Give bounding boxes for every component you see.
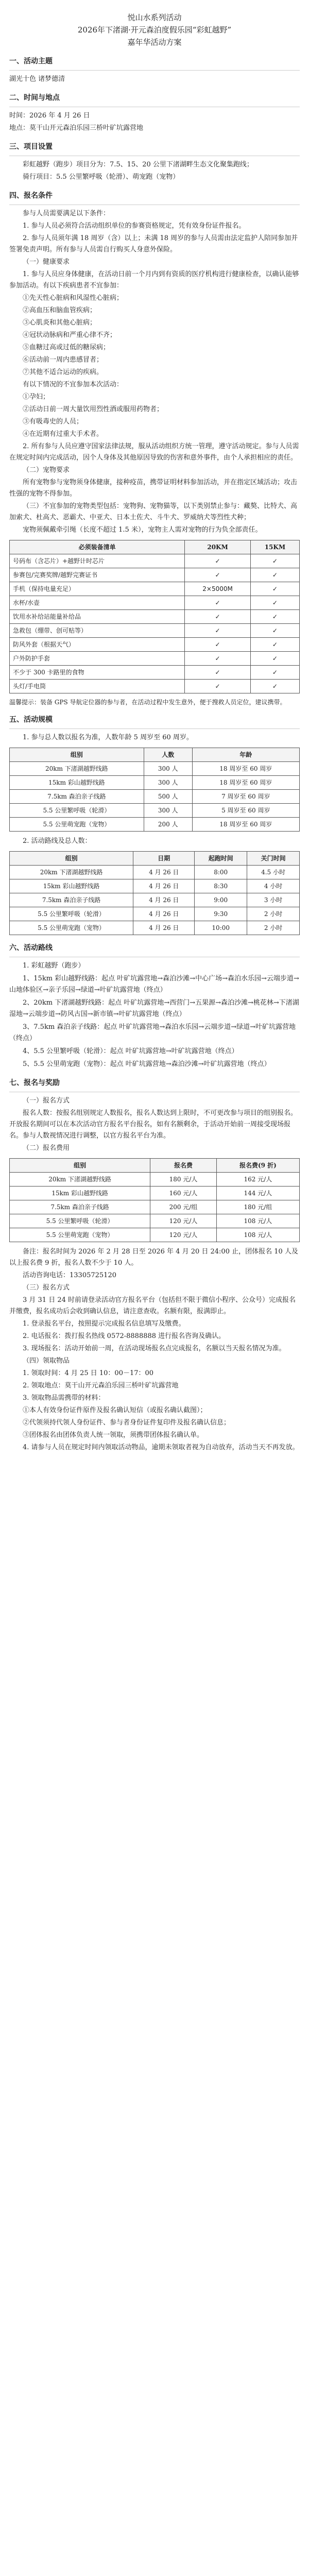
table-row [10, 907, 300, 921]
table-cell: 200 元/组 [150, 1200, 217, 1214]
table-cell: 20km 下渚湖越野线路 [10, 866, 133, 879]
table-cell: ✓ [185, 680, 251, 693]
table-header-cell: 起跑时间 [195, 852, 247, 866]
table-cell: 120 元/人 [150, 1228, 217, 1242]
table-header-cell: 关门时间 [247, 852, 300, 866]
table-header-row [10, 540, 300, 554]
route-item: 5、5.5 公里萌宠跑（宠物）：起点 叶矿坑露营地→森泊沙滩→叶矿坑露营地（终点） [23, 1060, 271, 1068]
place-row [9, 123, 300, 134]
table-cell: 5.5 公里萌宠跑（宠物） [10, 818, 144, 832]
table-header-cell: 组别 [10, 748, 144, 762]
table-cell: ✓ [185, 610, 251, 624]
table-cell: ✓ [250, 568, 299, 582]
pet-p3: 宠物须佩戴牵引绳（长度不超过 1.5 米），宠物主人需对宠物的行为负全部责任。 [23, 526, 262, 534]
table-header-cell: 15KM [250, 540, 299, 554]
table-row [10, 666, 300, 680]
table-cell: 300 人 [144, 762, 192, 776]
table-cell: 7 周岁至 60 周岁 [192, 790, 299, 804]
table-cell: 4 月 26 日 [133, 907, 195, 921]
table-cell: 7.5km 森泊亲子线路 [10, 1200, 150, 1214]
route-item: 4、5.5 公里繁呼吸（轮滑）：起点 叶矿坑露营地→叶矿坑露营地（终点） [23, 1047, 238, 1055]
disease-item: ⑥活动前一周内患感冒者； [23, 356, 104, 364]
project-item-1: 彩虹越野（跑步）项目分为：7.5、15、20 公里下渚湖畔生态文化聚集跑线； [23, 161, 253, 168]
table-header-row [10, 852, 300, 866]
table-cell: 108 元/人 [216, 1228, 299, 1242]
project-item-2: 骑行项目：5.5 公里繁呼吸（轮滑）、萌宠跑（宠物） [23, 173, 180, 181]
table-cell: ✓ [185, 652, 251, 666]
equipment-table [9, 540, 300, 693]
routes-lines-intro: 1. 彩虹越野（跑步） [23, 962, 85, 970]
contact-row [9, 1270, 300, 1281]
disease-item: ⑦其他不适合运动的疾病。 [23, 368, 104, 376]
divider [9, 70, 300, 71]
time-label: 时间： [9, 112, 30, 120]
table-cell: 2×5000M [185, 582, 251, 596]
table-row [10, 879, 300, 893]
table-cell: 参赛包/完赛奖牌/越野完赛证书 [10, 568, 185, 582]
table-cell: 9:30 [195, 907, 247, 921]
table-cell: ✓ [250, 624, 299, 638]
schedule-table [9, 851, 300, 935]
table-cell: ✓ [250, 666, 299, 680]
table-cell: 5.5 公里萌宠跑（宠物） [10, 921, 133, 935]
fee-note: 备注：报名时间为 2026 年 2 月 28 日至 2026 年 4 月 20 日 24:00 止，团体报名 10 人及以上报名费 9 折，报名人数不少于 10 人。 [9, 1248, 298, 1267]
table-row [10, 1200, 300, 1214]
document-title [9, 11, 300, 48]
note-item: ①孕妇； [23, 393, 50, 401]
table-row [10, 804, 300, 818]
table-cell: 162 元/人 [216, 1173, 299, 1187]
table-cell: 7.5km 森泊亲子线路 [10, 790, 144, 804]
kit-item: ③团体报名由团体负责人统一领取，须携带团体报名确认单。 [23, 1431, 204, 1439]
table-cell: 5.5 公里繁呼吸（轮滑） [10, 907, 133, 921]
conditions-p1: 1. 参与人员必须符合活动组织单位的参赛资格规定，凭有效身份证件报名。 [23, 222, 246, 230]
pet-title: （二）宠物要求 [23, 466, 70, 474]
table-cell: 15km 彩山越野线路 [10, 879, 133, 893]
table-cell: 手机（保持电量充足） [10, 582, 185, 596]
table-row [10, 790, 300, 804]
table-cell: 饮用水补给站能量补给品 [10, 610, 185, 624]
table-cell: 2 小时 [247, 921, 300, 935]
table-cell: ✓ [250, 596, 299, 610]
table-cell: 号码布（含芯片）+越野计时芯片 [10, 554, 185, 568]
table-cell: ✓ [250, 652, 299, 666]
divider [9, 728, 300, 729]
note-item: ③有吸毒史的人员； [23, 418, 83, 426]
table-cell: ✓ [185, 596, 251, 610]
table-row [10, 638, 300, 652]
table-header-cell: 组别 [10, 1159, 150, 1173]
equipment-note: 温馨提示：装备 GPS 导航定位器的参与者，在活动过程中发生意外，便于搜救人员定位，建议携带。 [9, 699, 286, 706]
table-cell: 水杯/水壶 [10, 596, 185, 610]
table-cell: 不少于 300 卡路里的食物 [10, 666, 185, 680]
table-row [10, 1187, 300, 1200]
table-cell: 120 元/人 [150, 1214, 217, 1228]
time-value: 2026 年 4 月 26 日 [29, 112, 90, 120]
disease-item: ②高血压和脑血管疾病； [23, 307, 97, 314]
pet-p2: （三）不宜参加的宠物类型包括：宠物狗、宠物猫等，以下类别禁止参与：藏獒、比特犬、高加索犬、杜高犬、恶霸犬、中亚犬、日本土佐犬、斗牛犬、罗威纳犬等烈性犬种； [9, 502, 298, 521]
table-header-cell: 年龄 [192, 748, 299, 762]
table-header-row [10, 1159, 300, 1173]
table-cell: 18 周岁至 60 周岁 [192, 762, 299, 776]
note-item: ④在近期有过重大手术者。 [23, 430, 104, 438]
table-row [10, 866, 300, 879]
conditions-p3: 2. 所有参与人员应遵守国家法律法规，服从活动组织方统一管理，遵守活动规定。参与人员需在规定时间内完成活动，因个人身体及其他原因导致的伤害和意外事件，由个人承担相应的责任。 [9, 443, 299, 462]
table-header-cell: 必须装备清单 [10, 540, 185, 554]
table-cell: 4 月 26 日 [133, 921, 195, 935]
table-header-row [10, 748, 300, 762]
disease-item: ③心肌炎和其他心脏病； [23, 319, 97, 327]
table-cell: 4 月 26 日 [133, 879, 195, 893]
table-cell: 2 小时 [247, 907, 300, 921]
table-row [10, 1228, 300, 1242]
note-title: 有以下情况的不宜参加本次活动： [23, 381, 124, 388]
disease-item: ⑤血糖过高或过低的糖尿病； [23, 344, 110, 351]
scale-intro: 1. 参与总人数以报名为准，人数年龄 5 周岁至 60 周岁。 [23, 734, 193, 741]
title-line-3: 嘉年华活动方案 [127, 38, 182, 47]
section-3-title: 三、项目设置 [9, 143, 53, 151]
table-cell: 5 周岁至 60 周岁 [192, 804, 299, 818]
contact-label: 活动咨询电话： [23, 1272, 70, 1279]
kit-item: ①本人有效身份证件原件及报名确认短信（或报名确认截图）； [23, 1406, 207, 1414]
route-item: 3、7.5km 森泊亲子线路：起点 叶矿坑露营地→森泊水乐园→云端步道→绿道→叶矿坑露营地（终点） [9, 1023, 296, 1042]
table-cell: 20km 下渚湖越野线路 [10, 762, 144, 776]
kit-item: ②代领须持代领人身份证件、参与者身份证件复印件及报名确认信息； [23, 1419, 231, 1427]
payment-p4: 3. 现场报名：活动开始前一周，在活动现场报名点完成报名，名额以当天报名情况为准。 [23, 1345, 286, 1352]
payment-p1: 3 月 31 日 24 时前请登录活动官方报名平台（包括但不限于微信小程序、公众号）完成报名并缴费，报名成功后会收到确认信息，请注意查收。名额有限，报满即止。 [9, 1296, 296, 1315]
table-cell: 头灯/手电筒 [10, 680, 185, 693]
health-title: （一）健康要求 [23, 258, 70, 266]
table-row [10, 610, 300, 624]
pet-p1: 所有宠物参与宠物须身体健康，接种疫苗，携带证明材料参加活动，并在指定区域活动；攻击性强的宠物不得参加。 [9, 479, 298, 498]
time-row [9, 110, 300, 122]
payment-title: （三）报名方式 [23, 1284, 70, 1292]
table-cell: ✓ [185, 554, 251, 568]
kit-p2: 2. 领取地点：莫干山开元森泊乐园三桥叶矿坑露营地 [23, 1382, 179, 1389]
title-line-2: 2026年下渚湖·开元森泊度假乐园“彩虹越野” [77, 25, 232, 35]
table-row [10, 1214, 300, 1228]
table-cell: 300 人 [144, 804, 192, 818]
table-header-cell: 组别 [10, 852, 133, 866]
scale-table [9, 748, 300, 832]
table-cell: 8:00 [195, 866, 247, 879]
table-cell: 户外防护手套 [10, 652, 185, 666]
conditions-p2: 2. 参与人员须年满 18 周岁（含）以上；未满 18 周岁的参与人员需由法定监护人陪同参加并签署免责声明。所有参与人员需自行购买人身意外保险。 [9, 234, 298, 253]
table-cell: 180 元/组 [216, 1200, 299, 1214]
table-cell: ✓ [250, 554, 299, 568]
table-row [10, 568, 300, 582]
title-line-1: 悦山水系列活动 [127, 13, 182, 22]
table-row [10, 818, 300, 832]
disease-item: ④冠状动脉病和严重心律不齐； [23, 331, 117, 339]
table-header-cell: 报名费(9 折) [216, 1159, 299, 1173]
fee-table [9, 1158, 300, 1242]
contact-phone[interactable]: 13305725120 [70, 1272, 116, 1279]
disease-item: ①先天性心脏病和风湿性心脏病； [23, 294, 124, 302]
table-row [10, 554, 300, 568]
table-cell: ✓ [185, 624, 251, 638]
reg-p1: 报名人数：按报名组别规定人数报名，报名人数达到上限时，不可更改参与项目的组别报名。开放报名期间可以在本次活动官方报名平台报名，如有名额剩余，于活动开始前一周接受现场报名。参与人数视情况进行调整，以官方报名平台为准。 [9, 1109, 298, 1140]
table-cell: 15km 彩山越野线路 [10, 776, 144, 790]
table-cell: ✓ [250, 638, 299, 652]
section-2-title: 二、时间与地点 [9, 94, 60, 102]
section-4-title: 四、报名条件 [9, 192, 53, 200]
table-header-cell: 人数 [144, 748, 192, 762]
table-cell: 180 元/人 [150, 1173, 217, 1187]
table-cell: 4 月 26 日 [133, 893, 195, 907]
table-row [10, 893, 300, 907]
table-row [10, 762, 300, 776]
table-cell: ✓ [185, 666, 251, 680]
table-cell: 5.5 公里繁呼吸（轮滑） [10, 1214, 150, 1228]
table-cell: 4 月 26 日 [133, 866, 195, 879]
table-cell: 4 小时 [247, 879, 300, 893]
table-cell: 160 元/人 [150, 1187, 217, 1200]
kit-p3: 3. 领取物品需携带的材料： [23, 1394, 105, 1402]
table-row [10, 921, 300, 935]
table-cell: 20km 下渚湖越野线路 [10, 1173, 150, 1187]
table-row [10, 582, 300, 596]
payment-p3: 2. 电话报名：拨打报名热线 0572-8888888 进行报名咨询及确认。 [23, 1332, 226, 1340]
place-value: 莫干山开元森泊乐园三桥叶矿坑露营地 [29, 124, 144, 132]
table-cell: 108 元/人 [216, 1214, 299, 1228]
table-row [10, 596, 300, 610]
table-cell: 200 人 [144, 818, 192, 832]
table-cell: 急救包（绷带、创可贴等） [10, 624, 185, 638]
table-cell: 10:00 [195, 921, 247, 935]
table-header-cell: 20KM [185, 540, 251, 554]
table-header-cell: 报名费 [150, 1159, 217, 1173]
conditions-intro: 参与人员需要满足以下条件： [23, 210, 110, 217]
kit-title: （四）领取物品 [23, 1357, 70, 1365]
table-cell: 18 周岁至 60 周岁 [192, 818, 299, 832]
table-cell: 15km 彩山越野线路 [10, 1187, 150, 1200]
kit-p1: 1. 领取时间：4 月 25 日 10：00－17：00 [23, 1369, 154, 1377]
table-cell: 9:00 [195, 893, 247, 907]
routes-intro: 2. 活动路线及总人数： [23, 837, 92, 845]
table-cell: 7.5km 森泊亲子线路 [10, 893, 133, 907]
table-cell: 防风外套（根据天气） [10, 638, 185, 652]
theme-text: 湖光十色 诸梦德清 [9, 75, 65, 83]
table-row [10, 776, 300, 790]
table-cell: 300 人 [144, 776, 192, 790]
table-cell: 5.5 公里繁呼吸（轮滑） [10, 804, 144, 818]
route-item: 1、15km 彩山越野线路：起点 叶矿坑露营地→森泊沙滩→中心广场→森泊水乐园→云端步道→山地体验区→亲子乐园→绿道→叶矿坑露营地（终点） [9, 975, 299, 994]
table-cell: 500 人 [144, 790, 192, 804]
table-cell: ✓ [250, 680, 299, 693]
note-item: ②活动日前一周大量饮用烈性酒或服用药物者； [23, 405, 164, 413]
fee-title: （二）报名费用 [23, 1144, 70, 1152]
table-row [10, 624, 300, 638]
table-cell: ✓ [250, 582, 299, 596]
table-cell: 144 元/人 [216, 1187, 299, 1200]
table-cell: 4.5 小时 [247, 866, 300, 879]
kit-p4: 4. 请参与人员在规定时间内领取活动物品，逾期未领取者视为自动放弃，活动当天不再发放。 [23, 1444, 299, 1451]
table-cell: 3 小时 [247, 893, 300, 907]
table-cell: ✓ [185, 568, 251, 582]
reg-title: （一）报名方式 [23, 1097, 70, 1105]
table-row [10, 1173, 300, 1187]
place-label: 地点： [9, 124, 30, 132]
table-cell: 18 周岁至 60 周岁 [192, 776, 299, 790]
section-7-title: 七、报名与奖励 [9, 1079, 60, 1087]
table-cell: ✓ [185, 638, 251, 652]
table-cell: 5.5 公里萌宠跑（宠物） [10, 1228, 150, 1242]
table-header-cell: 日期 [133, 852, 195, 866]
route-item: 2、20km 下渚湖越野线路：起点 叶矿坑露营地→西营门→五果源→森泊沙滩→桃花林→下渚湖湿地→云端步道→防风古国→新市镇→叶矿坑露营地（终点） [9, 999, 299, 1018]
section-6-title: 六、活动路线 [9, 944, 53, 952]
table-cell: ✓ [250, 610, 299, 624]
table-cell: 8:30 [195, 879, 247, 893]
section-5-title: 五、活动规模 [9, 716, 53, 724]
table-row [10, 680, 300, 693]
table-row [10, 652, 300, 666]
section-1-title: 一、活动主题 [9, 57, 53, 65]
payment-p2: 1. 登录报名平台，按照提示完成报名信息填写及缴费。 [23, 1320, 185, 1328]
health-intro: 1. 参与人员应身体健康，在活动日前一个月内到有资质的医疗机构进行健康检查，以确认能够参加活动。有以下疾病患者不宜参加： [9, 270, 299, 290]
